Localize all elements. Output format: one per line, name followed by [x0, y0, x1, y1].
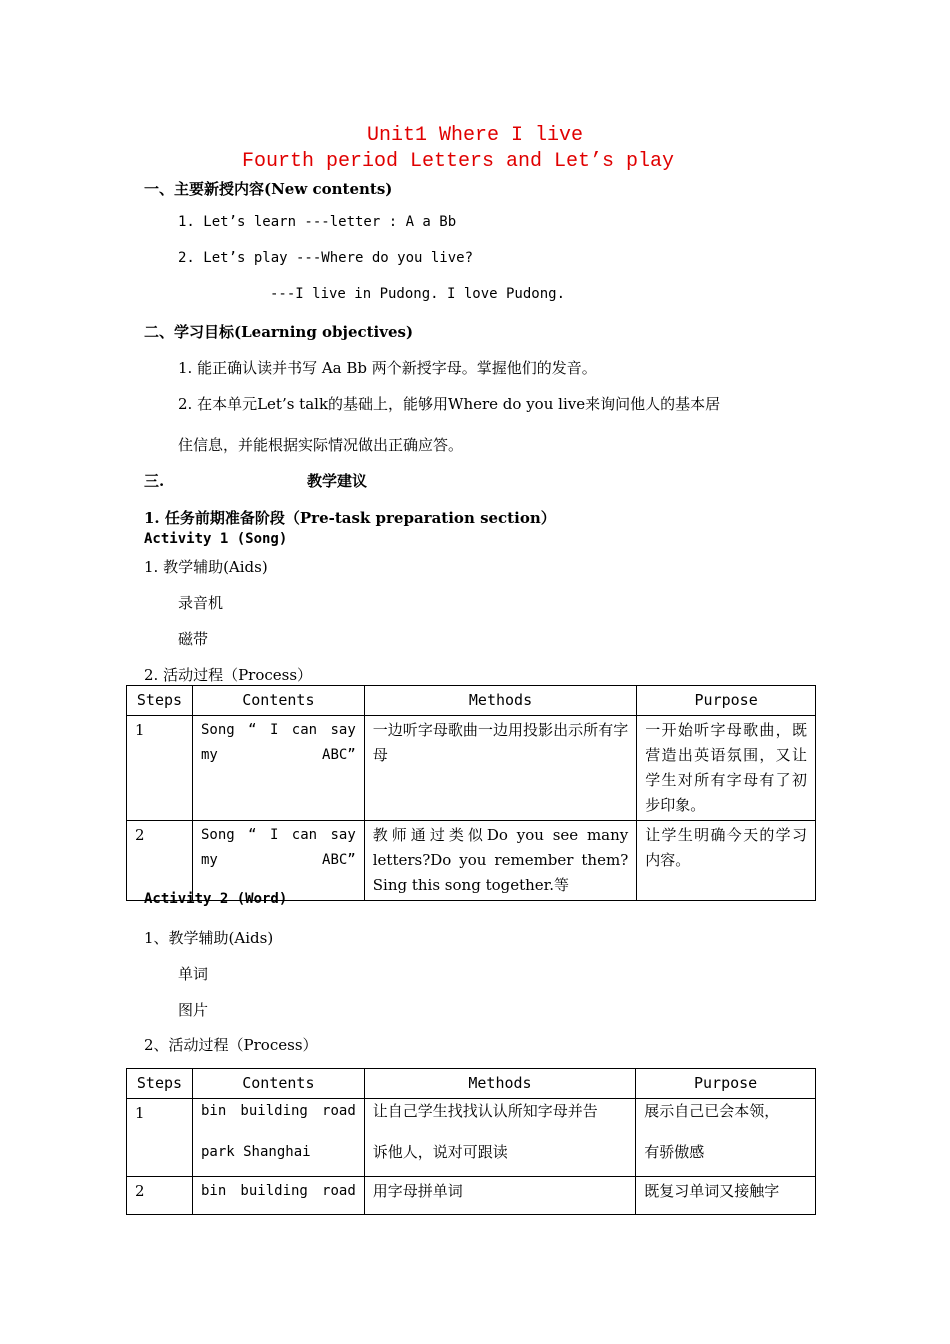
contents-cell: bin building road: [192, 1177, 364, 1215]
page-subtitle: Fourth period Letters and Let’s play: [241, 150, 675, 173]
table-header-row: [127, 1069, 816, 1099]
section3-heading: 教学建议: [307, 472, 368, 490]
column-header: Methods: [364, 1069, 635, 1099]
column-header: Methods: [364, 686, 637, 716]
methods-cell: [364, 1099, 635, 1177]
table-row: [127, 821, 816, 901]
step-cell: 2: [127, 821, 193, 901]
activity1-title: Activity 1 (Song): [144, 531, 288, 547]
methods-cell: 用字母拼单词: [364, 1177, 635, 1215]
contents-line: park Shanghai: [200, 1144, 311, 1160]
activity2-process-label: 2、活动过程（Process）: [144, 1036, 318, 1054]
activity2-aids-label: 1、教学辅助(Aids): [144, 929, 274, 947]
activity1-aids-label: 1. 教学辅助(Aids): [144, 558, 268, 576]
activity1-aid-item: 录音机: [178, 594, 224, 612]
purpose-cell: 既复习单词又接触字: [636, 1177, 816, 1215]
activity2-aid-item: 单词: [178, 965, 209, 983]
page-title: Unit1 Where I live: [366, 124, 584, 147]
contents-cell: Song “ I can say my ABC”: [192, 716, 364, 821]
column-header: Contents: [192, 1069, 364, 1099]
methods-cell: 一边听字母歌曲一边用投影出示所有字母: [364, 716, 637, 821]
purpose-line: 有骄傲感: [644, 1143, 705, 1161]
column-header: Purpose: [636, 1069, 816, 1099]
section1-item2: 2. Let’s play ---Where do you live?: [178, 250, 474, 266]
table-row: [127, 1177, 816, 1215]
table-header-row: [127, 686, 816, 716]
methods-line: 让自己学生找找认认所知字母并告: [372, 1102, 598, 1120]
section2-item2-line2: 住信息，并能根据实际情况做出正确应答。: [178, 436, 464, 454]
purpose-cell: 让学生明确今天的学习内容。: [637, 821, 816, 901]
methods-line: 诉他人，说对可跟读: [372, 1143, 508, 1161]
column-header: Purpose: [637, 686, 816, 716]
section3-heading-number: 三.: [144, 472, 165, 490]
step-cell: 2: [127, 1177, 193, 1215]
contents-cell: [192, 1099, 364, 1177]
purpose-line: 展示自己已会本领，: [644, 1102, 780, 1120]
step-cell: 1: [127, 716, 193, 821]
contents-line: bin building road: [200, 1103, 356, 1119]
section1-heading: 一、主要新授内容(New contents): [144, 180, 393, 198]
column-header: Steps: [127, 1069, 193, 1099]
section2-item1: 1. 能正确认读并书写 Aa Bb 两个新授字母。掌握他们的发音。: [178, 359, 597, 377]
purpose-cell: [636, 1099, 816, 1177]
pre-task-heading: 1. 任务前期准备阶段（Pre-task preparation section）: [144, 509, 556, 527]
step-cell: 1: [127, 1099, 193, 1177]
column-header: Steps: [127, 686, 193, 716]
table-row: [127, 1099, 816, 1177]
activity2-table: [126, 1068, 816, 1215]
activity2-aid-item: 图片: [178, 1001, 209, 1019]
activity1-process-label: 2. 活动过程（Process）: [144, 666, 313, 684]
section2-heading: 二、学习目标(Learning objectives): [144, 323, 414, 341]
methods-cell: 教师通过类似Do you see many letters?Do you remember them? Sing this song together.等: [364, 821, 637, 901]
section2-item2-line1: 2. 在本单元Let’s talk的基础上，能够用Where do you live来询问他人的基本居: [178, 395, 721, 413]
section1-item2-answer: ---I live in Pudong. I love Pudong.: [270, 286, 566, 302]
purpose-cell: 一开始听字母歌曲，既营造出英语氛围，又让学生对所有字母有了初步印象。: [637, 716, 816, 821]
table-row: [127, 716, 816, 821]
activity2-title: Activity 2 (Word): [144, 891, 288, 907]
section1-item1: 1. Let’s learn ---letter : A a Bb: [178, 214, 457, 230]
activity1-table: [126, 685, 816, 901]
contents-cell: Song “ I can say my ABC”: [192, 821, 364, 901]
activity1-aid-item: 磁带: [178, 630, 209, 648]
column-header: Contents: [192, 686, 364, 716]
